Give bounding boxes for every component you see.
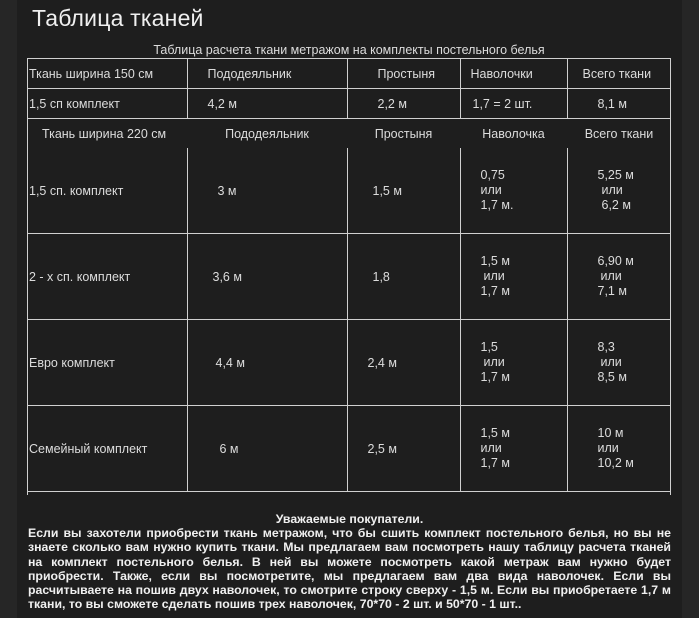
table-caption: Таблица расчета ткани метражом на комплекты постельного белья [153,43,545,57]
table220-header-pillow: Наволочка [460,119,567,149]
row-total [567,234,671,320]
total-or: или [597,441,619,455]
pillow-or: или [480,183,502,197]
row-duvet: 3,6 м [187,234,347,320]
row-total [567,148,671,234]
total-option-2: 6,2 м [601,198,631,212]
table-row [27,406,671,492]
pillow-option-1: 1,5 м [480,254,510,268]
table150-row-pillow: 1,7 = 2 шт. [460,89,567,119]
table150-header-duvet: Пододеяльник [187,59,347,89]
page-title: Таблица тканей [32,5,204,31]
total-or: или [601,183,623,197]
pillow-or: или [480,441,502,455]
row-duvet: 6 м [187,406,347,492]
table150-header-row [27,59,671,89]
fabric-table [27,58,671,492]
row-name: 1,5 сп. комплект [27,148,187,234]
pillow-option-2: 1,7 м [480,284,510,298]
row-duvet: 4,4 м [187,320,347,406]
table150-header-fabric: Ткань ширина 150 см [27,59,187,89]
row-pillow [460,320,567,406]
pillow-or: или [483,355,505,369]
table150-row-total: 8,1 м [567,89,671,119]
row-pillow [460,406,567,492]
total-option-2: 8,5 м [597,370,627,384]
table-row [27,89,671,119]
table-row [27,320,671,406]
table220-header-fabric: Ткань ширина 220 см [27,119,187,149]
total-or: или [600,355,622,369]
table-border-left [27,58,28,495]
pillow-option-1: 1,5 [480,340,498,354]
row-name: Семейный комплект [27,406,187,492]
total-option-2: 7,1 м [597,284,627,298]
row-sheet: 2,4 м [347,320,460,406]
table-row [27,148,671,234]
row-name: 2 - х сп. комплект [27,234,187,320]
table150-row-name: 1,5 сп комплект [27,89,187,119]
pillow-option-1: 1,5 м [480,426,510,440]
table150-header-total: Всего ткани [567,59,671,89]
row-sheet: 1,5 м [347,148,460,234]
total-option-1: 10 м [597,426,624,440]
total-option-1: 8,3 [597,340,615,354]
table150-row-duvet: 4,2 м [187,89,347,119]
row-sheet: 1,8 [347,234,460,320]
table220-header-total: Всего ткани [567,119,671,149]
table220-header-duvet: Пододеяльник [187,119,347,149]
pillow-or: или [483,269,505,283]
pillow-option-1: 0,75 [480,168,505,182]
notice-title: Уважаемые покупатели. [275,512,424,526]
notice-text: Если вы захотели приобрести ткань метражом, что бы сшить комплект постельного белья, но вы не знаете сколько вам нужно купить ткани. Мы предлагаем вам посмотреть нашу таблицу расчета тканей на комплект постельного белья. В ней вы можете посмотреть какой метраж вам нужно будет приобрести. Также, если вы посмотретите, мы предлагаем вам два вида наволочек. Если вы расчитываете на пошив двух наволочек, то смотрите строку сверху - 1,5 м. Если вы приобретаете 1,7 м ткани, то вы сможете сделать пошив трех наволочек, 70*70 - 2 шт. и 50*70 - 1 шт.. [28,526,671,612]
table220-header-row [27,119,671,149]
pillow-option-2: 1,7 м [480,456,510,470]
row-pillow [460,148,567,234]
table-border-right [670,58,671,495]
total-or: или [600,269,622,283]
row-total [567,406,671,492]
total-option-1: 5,25 м [597,168,634,182]
table150-row-sheet: 2,2 м [347,89,460,119]
total-option-2: 10,2 м [597,456,634,470]
pillow-option-2: 1,7 м [480,370,510,384]
row-pillow [460,234,567,320]
row-sheet: 2,5 м [347,406,460,492]
table220-header-sheet: Простыня [347,119,460,149]
customer-notice [28,512,671,611]
table150-header-sheet: Простыня [347,59,460,89]
row-duvet: 3 м [187,148,347,234]
pillow-option-2: 1,7 м. [480,198,514,212]
table150-header-pillow: Наволочки [460,59,567,89]
total-option-1: 6,90 м [597,254,634,268]
table-row [27,234,671,320]
row-name: Евро комплект [27,320,187,406]
row-total [567,320,671,406]
